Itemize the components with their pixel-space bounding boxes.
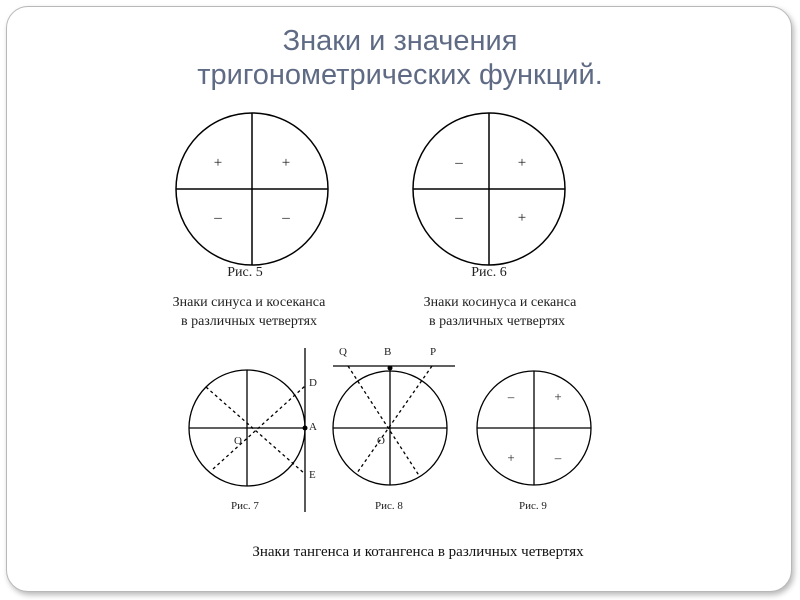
- title-line-1: Знаки и значения: [282, 25, 518, 57]
- fig9-caption: Рис. 9: [519, 500, 547, 512]
- fig7-label-a: A: [309, 421, 317, 433]
- fig5-sign-q4: –: [282, 210, 290, 226]
- fig5-caption: Рис. 5: [227, 265, 263, 280]
- fig7-label-d: D: [309, 377, 317, 389]
- fig8-label-p: P: [430, 346, 437, 358]
- fig8-dashed-line-q: [348, 366, 420, 477]
- fig9-sign-q2: –: [507, 389, 515, 404]
- fig5-description-line-2: в различных четвертях: [180, 314, 318, 329]
- fig7-label-o: O: [234, 435, 242, 447]
- figure-7: [189, 348, 305, 512]
- fig5-sign-q3: –: [214, 210, 222, 226]
- fig7-caption: Рис. 7: [231, 500, 259, 512]
- fig5-description-line-1: Знаки синуса и косеканса: [172, 295, 326, 310]
- fig6-sign-q4: +: [517, 210, 527, 226]
- title-line-2: тригонометрических функций.: [197, 59, 603, 91]
- fig8-label-o: O: [377, 435, 385, 447]
- fig9-sign-q3: +: [507, 450, 515, 465]
- fig8-label-b: B: [384, 346, 392, 358]
- fig6-sign-q1: +: [517, 155, 527, 171]
- figure-9: [477, 371, 591, 485]
- fig8-dashed-line-p: [357, 366, 432, 473]
- fig5-sign-q1: +: [281, 155, 291, 171]
- fig8-caption: Рис. 8: [375, 500, 403, 512]
- fig7-label-e: E: [309, 469, 316, 481]
- fig6-sign-q2: –: [455, 155, 463, 171]
- fig9-sign-q1: +: [554, 389, 562, 404]
- fig9-sign-q4: –: [554, 450, 562, 465]
- fig8-point-b: [388, 366, 393, 371]
- bottom-caption: Знаки тангенса и котангенса в различных четвертях: [252, 544, 584, 560]
- fig8-label-q: Q: [339, 346, 347, 358]
- fig7-point-a: [303, 426, 308, 431]
- fig6-sign-q3: –: [455, 210, 463, 226]
- fig5-sign-q2: +: [213, 155, 223, 171]
- fig6-description-line-2: в различных четвертях: [428, 314, 566, 329]
- fig6-caption: Рис. 6: [471, 265, 507, 280]
- figure-8: [333, 366, 455, 485]
- fig6-description-line-1: Знаки косинуса и секанса: [423, 295, 577, 310]
